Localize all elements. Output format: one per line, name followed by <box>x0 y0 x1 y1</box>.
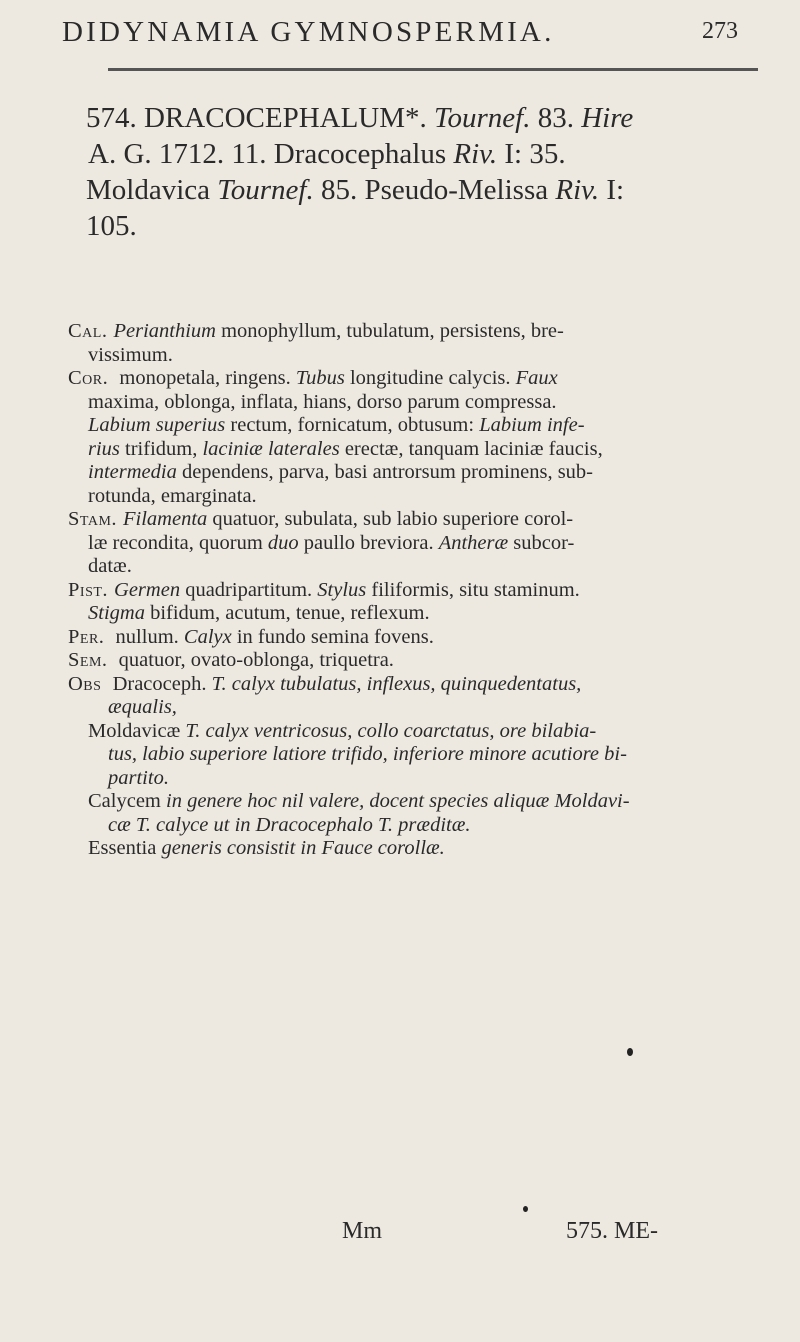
entry-text: paullo breviora. <box>298 531 439 554</box>
term: Perianthium <box>113 320 216 342</box>
entry-text-italic: T. calyx tubulatus, inflexus, quinquedentatus, <box>211 672 582 695</box>
term: Filamenta <box>123 508 208 530</box>
entry-obs-line3 <box>68 720 748 744</box>
entry-stam-line3: datæ. <box>88 555 132 577</box>
term: intermedia <box>88 461 177 483</box>
entry-text: trifidum, <box>119 437 203 460</box>
entry-cor-line3 <box>68 414 748 438</box>
ref-author-2: Hire <box>581 102 634 134</box>
entry-text: erectæ, tanquam laciniæ faucis, <box>339 437 603 460</box>
entry-obs-line5 <box>68 767 748 791</box>
signature-mark: Mm <box>342 1218 383 1244</box>
entry-stam-line2 <box>68 532 748 556</box>
term: laciniæ laterales <box>202 437 340 460</box>
catchword: 575. ME- <box>566 1218 658 1244</box>
ref-riv: Riv. <box>453 138 498 170</box>
term: Tubus <box>295 367 345 389</box>
description-body <box>68 320 748 861</box>
entry-obs-line2 <box>68 696 748 720</box>
entry-text: bifidum, acutum, tenue, reflexum. <box>144 602 430 624</box>
label-cor: Cor. <box>68 367 109 389</box>
term: Calyx <box>183 625 232 648</box>
header-rule <box>108 68 758 71</box>
asterisk: *. <box>405 102 427 134</box>
entry-per <box>68 626 748 650</box>
heading-line-4: 105. <box>86 210 137 242</box>
entry-text: læ recondita, quorum <box>88 531 268 554</box>
term: rius <box>88 437 120 460</box>
entry-cor-line4 <box>68 438 748 462</box>
entry-pist-line2 <box>68 602 748 626</box>
heading-line-1 <box>86 100 746 136</box>
genus-heading <box>86 100 746 244</box>
entry-cal-cont: vissimum. <box>88 343 173 366</box>
entry-text-italic: æqualis, <box>108 696 177 718</box>
heading-synonym: Moldavica <box>86 174 218 206</box>
entry-sem <box>68 649 748 673</box>
heading-line-3 <box>86 172 746 208</box>
page-footer <box>0 1218 800 1258</box>
entry-text: dependens, parva, basi antrorsum prominens, sub- <box>176 461 593 483</box>
entry-text: quadripartitum. <box>180 578 318 601</box>
entry-text: quatuor, ovato-oblonga, triquetra. <box>113 649 394 671</box>
entry-text-italic: cæ T. calyce ut in Dracocephalo T. præditæ. <box>108 813 471 836</box>
entry-obs-line7 <box>68 814 748 838</box>
entry-text: monopetala, ringens. <box>114 367 296 389</box>
entry-obs-line4 <box>68 743 748 767</box>
heading-text: A. G. 1712. 11. Dracocephalus <box>88 138 454 170</box>
entry-obs-line6 <box>68 790 748 814</box>
term: Labium infe- <box>479 414 585 436</box>
ink-spot <box>627 1048 633 1056</box>
term: Labium superius <box>88 414 226 436</box>
running-head <box>62 16 738 50</box>
entry-number: 574. <box>86 102 137 134</box>
ref-riv-2: Riv. <box>555 174 600 206</box>
entry-text: rectum, fornicatum, obtusum: <box>225 414 480 436</box>
running-head-title: DIDYNAMIA GYMNOSPERMIA. <box>62 16 555 48</box>
term: Stylus <box>317 578 367 601</box>
entry-text: Calycem <box>88 790 166 812</box>
entry-pist <box>68 579 748 603</box>
entry-text: monophyllum, tubulatum, persistens, bre- <box>215 320 564 342</box>
heading-ref-end: I: <box>599 174 625 206</box>
heading-line-2 <box>86 136 746 172</box>
entry-text: subcor- <box>508 531 575 554</box>
entry-text-italic: tus, labio superiore latiore trifido, inferiore minore acutiore bi- <box>108 743 627 765</box>
heading-synonym-2: 85. Pseudo-Melissa <box>313 174 556 206</box>
entry-cor-line2: maxima, oblonga, inflata, hians, dorso parum compressa. <box>88 390 557 413</box>
entry-text: Essentia <box>88 837 162 859</box>
ref-author: Tournef. <box>434 102 531 134</box>
entry-text-italic: T. calyx ventricosus, collo coarctatus, ore bilabia- <box>185 719 597 742</box>
entry-stam <box>68 508 748 532</box>
entry-text: longitudine calycis. <box>344 367 516 389</box>
entry-text-italic: in genere hoc nil valere, docent species aliquæ Moldavi- <box>166 790 630 812</box>
entry-text: in fundo semina fovens. <box>231 625 434 648</box>
label-sem: Sem. <box>68 649 108 671</box>
entry-cor-line5 <box>68 461 748 485</box>
entry-text: Moldavicæ <box>88 719 186 742</box>
ink-spot <box>523 1206 528 1212</box>
entry-text-italic: partito. <box>108 766 169 789</box>
entry-obs-line8 <box>68 837 748 861</box>
term: Stigma <box>88 602 145 624</box>
entry-text: quatuor, subulata, sub labio superiore corol- <box>207 508 574 530</box>
label-per: Per. <box>68 625 105 648</box>
entry-cor-line6: rotunda, emarginata. <box>88 484 257 507</box>
entry-cal <box>68 320 748 344</box>
entry-text: filiformis, situ staminum. <box>366 578 580 601</box>
term: Germen <box>114 578 181 601</box>
entry-obs <box>68 673 748 697</box>
term: duo <box>267 531 299 554</box>
label-cal: Cal. <box>68 320 108 342</box>
entry-text: nullum. <box>110 625 184 648</box>
entry-cor <box>68 367 748 391</box>
entry-text: Dracoceph. <box>107 672 212 695</box>
genus-name: DRACOCEPHALUM <box>144 102 406 134</box>
page-number: 273 <box>702 18 738 44</box>
term: Faux <box>515 367 558 389</box>
label-pist: Pist. <box>68 578 109 601</box>
entry-text-italic: generis consistit in Fauce corollæ. <box>161 837 445 859</box>
ref-number: 83. <box>530 102 582 134</box>
heading-text-end: I: 35. <box>497 138 566 170</box>
term: Antheræ <box>438 531 509 554</box>
label-obs: Obs <box>68 672 102 695</box>
ref-tournef: Tournef. <box>217 174 314 206</box>
label-stam: Stam. <box>68 508 118 530</box>
